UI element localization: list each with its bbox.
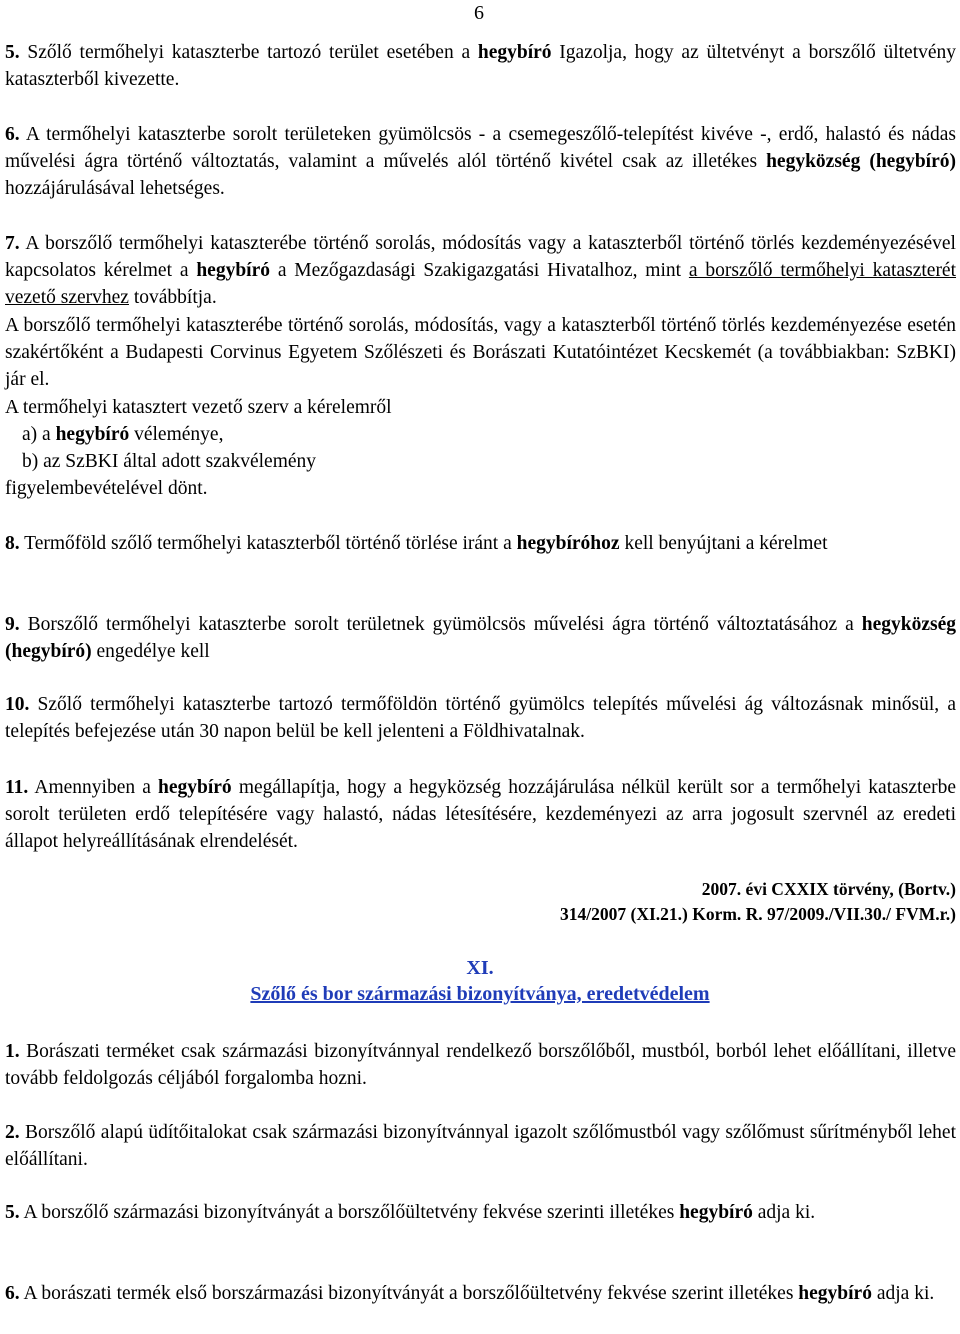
- text: A borászati termék első borszármazási bizonyítványát a borszőlőültetvény fekvése szerint illetékes: [23, 1283, 794, 1304]
- paragraph-10: [5, 691, 956, 745]
- text: A borszőlő termőhelyi kataszterébe történő sorolás, módosítás vagy a kataszterből történő törlés kezdeményezésével kapcsolatos kérelmet a: [5, 233, 956, 281]
- text: kell benyújtani a kérelmet: [624, 533, 828, 554]
- item-number: 1.: [5, 1041, 20, 1062]
- item-number: 5.: [5, 1202, 20, 1223]
- item-number: 11.: [5, 777, 29, 798]
- paragraph-8: [5, 530, 956, 557]
- paragraph-5: [5, 39, 956, 93]
- item-number: 6.: [5, 1283, 20, 1304]
- text: figyelembevételével dönt.: [5, 478, 208, 499]
- paragraph-7-decision: [5, 394, 956, 421]
- bold-term: hegyközség (hegybíró): [5, 614, 956, 662]
- item-number: 5.: [5, 42, 20, 63]
- text: adja ki.: [757, 1202, 816, 1223]
- list-item-a: [5, 421, 960, 448]
- paragraph-6: [5, 121, 956, 202]
- text: Amennyiben a: [34, 777, 151, 798]
- bold-term: hegybíró: [477, 42, 552, 63]
- item-number: 9.: [5, 614, 20, 635]
- section-title: Szőlő és bor származási bizonyítványa, eredetvédelem: [250, 983, 710, 1005]
- text: véleménye,: [134, 424, 224, 445]
- law-reference-1: 2007. évi CXXIX törvény, (Bortv.): [701, 879, 956, 899]
- section-item-2: [5, 1119, 956, 1173]
- text: Borszőlő termőhelyi kataszterbe sorolt területnek gyümölcsös művelési ágra történő változtatásához a: [27, 614, 854, 635]
- text: b) az SzBKI által adott szakvélemény: [22, 451, 317, 472]
- bold-term: hegybíró: [196, 260, 270, 281]
- item-number: 7.: [5, 233, 20, 254]
- text: Borszőlő alapú üdítőitalokat csak származási bizonyítvánnyal igazolt szőlőmustból vagy szőlőmust sűrítményből lehet előállítani.: [5, 1122, 956, 1170]
- paragraph-9: [5, 611, 956, 665]
- text: megállapítja, hogy a hegyközség hozzájárulása nélkül került sor a termőhelyi kataszterbe sorolt területen erdő telepítésére vagy halastó, nádas létesítésére, kezdeményezi az arra jogosult szervnél az eredeti állapot helyreállításának elrendelését.: [5, 777, 956, 852]
- bold-term: hegybíró: [158, 777, 232, 798]
- text: A borszőlő termőhelyi kataszterébe történő sorolás, módosítás, vagy a kataszterből történő törlés kezdeményezése esetén szakértőként a Budapesti Corvinus Egyetem Szőlészeti és Borászati Kutatóintézet Kecskemét (a továbbiakban: SzBKI) jár el.: [5, 315, 956, 390]
- list-item-b: [5, 448, 960, 475]
- text: Termőföld szőlő termőhelyi kataszterből történő törlése iránt a: [24, 533, 512, 554]
- paragraph-11: [5, 774, 956, 855]
- text: Szőlő termőhelyi kataszterbe tartozó terület esetében a: [27, 42, 471, 63]
- page-number: 6: [474, 2, 484, 24]
- text: Igazolja, hogy az ültetvényt a borszőlő ültetvény kataszterből kivezette.: [5, 42, 957, 90]
- paragraph-7-closing: [5, 475, 956, 502]
- text: továbbítja.: [133, 287, 217, 308]
- text: engedélye kell: [96, 641, 210, 662]
- section-item-6: [5, 1280, 956, 1307]
- bold-term: hegybíró: [679, 1202, 753, 1223]
- law-reference-2: 314/2007 (XI.21.) Korm. R. 97/2009./VII.30./ FVM.r.): [560, 904, 956, 924]
- text: Borászati terméket csak származási bizonyítvánnyal rendelkező borszőlőből, mustból, borból lehet előállítani, illetve tovább feldolgozás céljából forgalomba hozni.: [5, 1041, 957, 1089]
- underlined-text: a borszőlő termőhelyi kataszterét vezető szervhez: [5, 260, 957, 308]
- bold-term: hegybíróhoz: [516, 533, 620, 554]
- text: A borszőlő származási bizonyítványát a borszőlőültetvény fekvése szerinti illetékes: [23, 1202, 675, 1223]
- bold-term: hegybíró: [798, 1283, 872, 1304]
- item-number: 10.: [5, 694, 30, 715]
- item-number: 6.: [5, 124, 20, 145]
- bold-term: hegyközség (hegybíró): [766, 151, 956, 172]
- text: Szőlő termőhelyi kataszterbe tartozó termőföldön történő gyümölcs telepítés művelési ág változásnak minősül, a telepítés befejezése után 30 napon belül be kell jelenteni a Földhivatalnak.: [5, 694, 956, 742]
- text: adja ki.: [876, 1283, 935, 1304]
- item-number: 2.: [5, 1122, 20, 1143]
- section-item-1: [5, 1038, 956, 1092]
- section-item-5: [5, 1199, 956, 1226]
- text: a Mezőgazdasági Szakigazgatási Hivatalhoz, mint: [277, 260, 682, 281]
- bold-term: hegybíró: [55, 424, 130, 445]
- text: A termőhelyi kataszterbe sorolt területeken gyümölcsös - a csemegeszőlő-telepítést kivéve -, erdő, halastó és nádas művelési ágra történő változtatás, valamint a művelés alól történő kivétel csak az illetékes: [5, 124, 956, 172]
- text: hozzájárulásával lehetséges.: [5, 178, 225, 199]
- paragraph-7-continued: [5, 312, 956, 393]
- item-number: 8.: [5, 533, 20, 554]
- text: a) a: [22, 424, 51, 445]
- paragraph-7: [5, 230, 956, 311]
- section-number: XI.: [466, 957, 494, 979]
- text: A termőhelyi katasztert vezető szerv a kérelemről: [5, 397, 392, 418]
